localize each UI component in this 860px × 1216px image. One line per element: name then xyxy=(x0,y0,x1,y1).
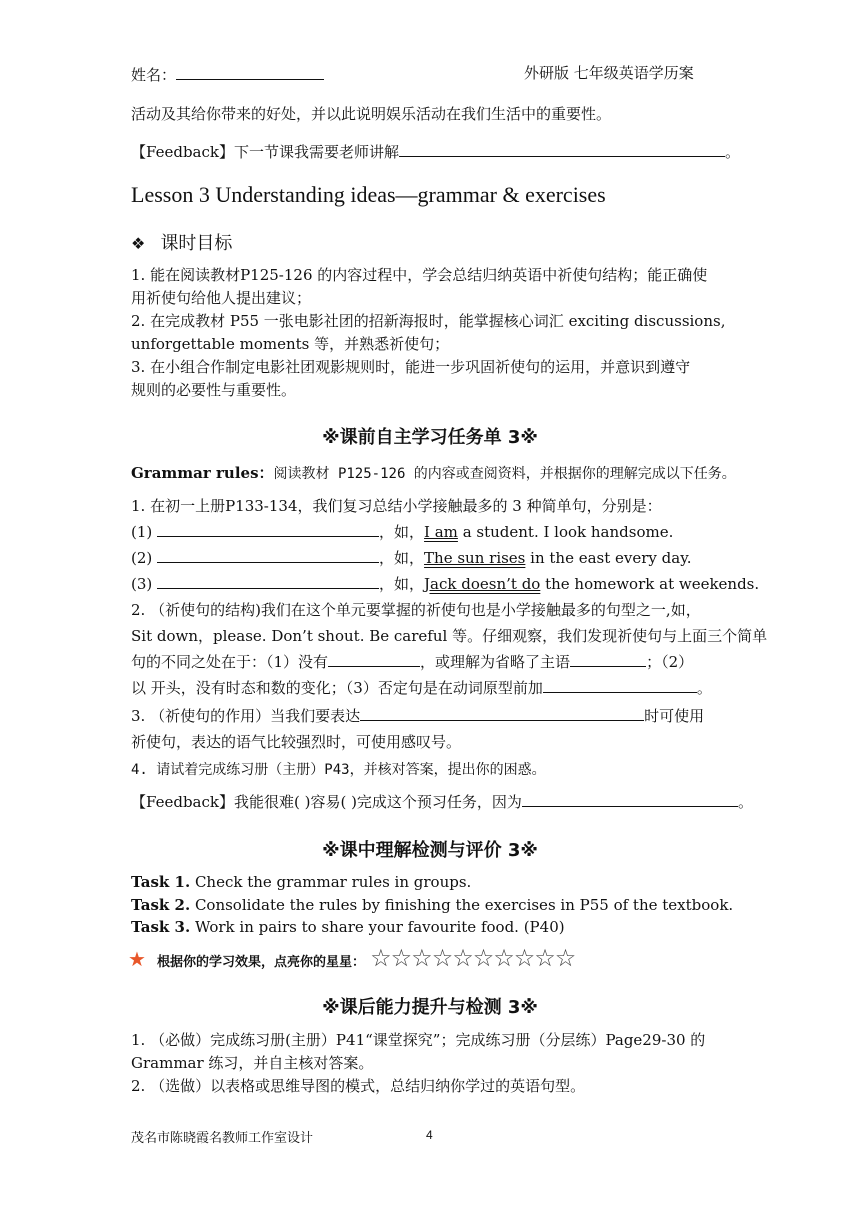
q3-text-b: 时可使用 xyxy=(644,707,705,725)
section-3-title: ※课后能力提升与检测 3※ xyxy=(322,997,538,1018)
question-2-line-2: Sit down，please. Don’t shout. Be careful 等。仔细观察，我们发现祈使句与上面三个简单 xyxy=(131,627,768,645)
task-label: Task 1. xyxy=(131,873,191,891)
item-blank xyxy=(157,519,379,537)
item-mid: ，如， xyxy=(379,549,425,567)
goal-line-6: 规则的必要性与重要性。 xyxy=(131,381,297,399)
item-num: (2) xyxy=(131,549,153,567)
item-blank xyxy=(157,571,379,589)
homework-line-3: 2. （选做）以表格或思维导图的模式，总结归纳你学过的英语句型。 xyxy=(131,1077,586,1095)
item-example-subject: Jack doesn’t do xyxy=(424,575,541,593)
goal-line-2: 用祈使句给他人提出建议； xyxy=(131,289,312,307)
sentence-item-3 xyxy=(131,571,759,597)
lesson-title: Lesson 3 Understanding ideas—grammar & exercises xyxy=(131,182,606,207)
feedback-2-end: 。 xyxy=(737,793,753,811)
item-example-rest: in the east every day. xyxy=(525,549,692,567)
feedback-1-label: 【Feedback】下一节课我需要老师讲解 xyxy=(131,143,399,161)
section-1-title: ※课前自主学习任务单 3※ xyxy=(322,427,538,448)
name-field-label xyxy=(131,62,324,85)
intro-line: 活动及其给你带来的好处，并以此说明娱乐活动在我们生活中的重要性。 xyxy=(131,105,612,123)
question-2-line-3 xyxy=(131,649,693,675)
q3-blank xyxy=(360,703,644,721)
q2-blank-3 xyxy=(543,675,697,693)
question-2-line-4 xyxy=(131,675,712,701)
goals-title: 课时目标 xyxy=(160,233,233,254)
question-2-line-1: 2. （祈使句的结构)我们在这个单元要掌握的祈使句也是小学接触最多的句型之一,如， xyxy=(131,601,701,619)
name-label: 姓名： xyxy=(131,66,177,84)
item-num: (3) xyxy=(131,575,153,593)
q2-blank-2 xyxy=(570,649,646,667)
feedback-2-blank xyxy=(522,789,738,807)
task-3 xyxy=(131,914,565,940)
q2-text-a: 句的不同之处在于：（1）没有 xyxy=(131,653,329,671)
question-3-line-1 xyxy=(131,703,704,729)
header-course-title: 外研版 七年级英语学历案 xyxy=(524,64,694,82)
question-1: 1. 在初一上册P133-134，我们复习总结小学接触最多的 3 种简单句，分别是： xyxy=(131,497,662,515)
grammar-rules-text: 阅读教材 P125-126 的内容或查阅资料，并根据你的理解完成以下任务。 xyxy=(273,466,736,482)
q2-text-d: 以 开头，没有时态和数的变化；（3）否定句是在动词原型前加 xyxy=(131,679,543,697)
section-2-title: ※课中理解检测与评价 3※ xyxy=(322,840,538,861)
star-rating-row xyxy=(128,944,575,972)
item-example-subject: The sun rises xyxy=(424,549,526,567)
item-blank xyxy=(157,545,379,563)
task-text: Consolidate the rules by finishing the exercises in P55 of the textbook. xyxy=(190,896,734,914)
item-example-rest: a student. I look handsome. xyxy=(457,523,674,541)
name-blank xyxy=(176,62,324,80)
question-3-line-2: 祈使句，表达的语气比较强烈时，可使用感叹号。 xyxy=(131,733,462,751)
sentence-item-2 xyxy=(131,545,691,571)
feedback-2-text: 【Feedback】我能很难( )容易( )完成这个预习任务，因为 xyxy=(131,793,522,811)
item-num: (1) xyxy=(131,523,153,541)
feedback-2 xyxy=(131,789,753,815)
sentence-item-1 xyxy=(131,519,673,545)
task-text: Check the grammar rules in groups. xyxy=(190,873,472,891)
task-label: Task 2. xyxy=(131,896,191,914)
question-4: 4. 请试着完成练习册（主册）P43，并核对答案，提出你的困惑。 xyxy=(131,762,546,778)
feedback-1-end: 。 xyxy=(724,143,740,161)
homework-line-2: Grammar 练习，并自主核对答案。 xyxy=(131,1054,374,1072)
feedback-1 xyxy=(131,139,740,165)
goal-line-5: 3. 在小组合作制定电影社团观影规则时，能进一步巩固祈使句的运用，并意识到遵守 xyxy=(131,358,691,376)
item-example-subject: I am xyxy=(424,523,458,541)
grammar-rules xyxy=(131,460,736,487)
task-text: Work in pairs to share your favourite food. (P40) xyxy=(190,918,565,936)
goal-line-3: 2. 在完成教材 P55 一张电影社团的招新海报时，能掌握核心词汇 exciting discussions, xyxy=(131,312,726,330)
star-icon: ★ xyxy=(128,947,146,971)
grammar-rules-label: Grammar rules： xyxy=(131,464,274,482)
q3-text-a: 3. （祈使句的作用）当我们要表达 xyxy=(131,707,361,725)
item-mid: ，如， xyxy=(379,523,425,541)
goals-heading xyxy=(131,229,232,255)
homework-line-1: 1. （必做）完成练习册(主册）P41“课堂探究”；完成练习册（分层练）Page29-30 的 xyxy=(131,1031,706,1049)
star-rating-label: 根据你的学习效果，点亮你的星星： xyxy=(157,955,366,970)
feedback-1-blank xyxy=(399,139,725,157)
footer-designer: 茂名市陈晓霞名教师工作室设计 xyxy=(131,1131,314,1146)
diamond-bullet-icon: ❖ xyxy=(131,234,146,253)
page-number: 4 xyxy=(426,1128,433,1142)
item-example-rest: the homework at weekends. xyxy=(540,575,760,593)
goal-line-4: unforgettable moments 等，并熟悉祈使句； xyxy=(131,335,450,353)
q2-text-b: ，或理解为省略了主语 xyxy=(420,653,571,671)
item-mid: ，如， xyxy=(379,575,425,593)
goal-line-1: 1. 能在阅读教材P125-126 的内容过程中，学会总结归纳英语中祈使句结构；能正确使 xyxy=(131,266,708,284)
task-label: Task 3. xyxy=(131,918,191,936)
star-rating-stars[interactable]: ☆☆☆☆☆☆☆☆☆☆ xyxy=(370,944,576,972)
q2-text-e: 。 xyxy=(696,679,712,697)
q2-blank-1 xyxy=(328,649,420,667)
q2-text-c: ；（2） xyxy=(646,653,694,671)
